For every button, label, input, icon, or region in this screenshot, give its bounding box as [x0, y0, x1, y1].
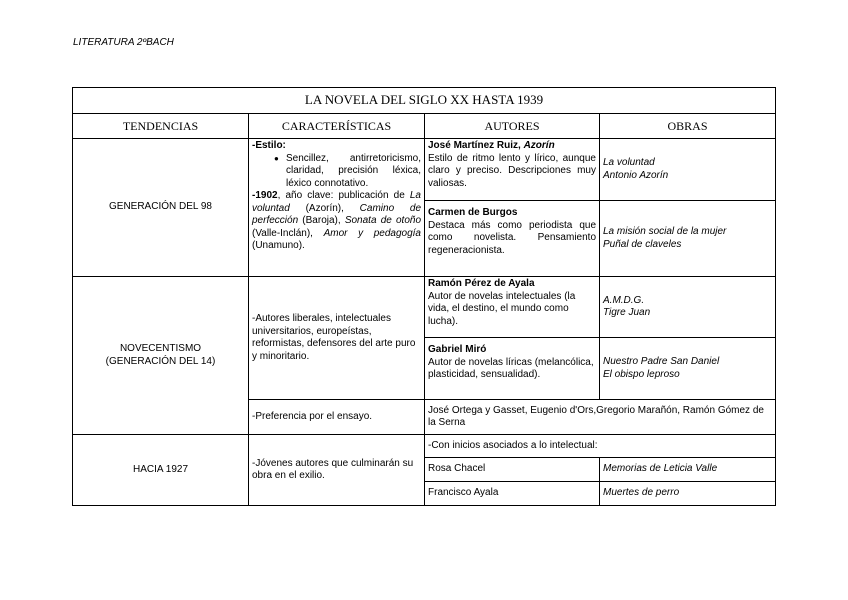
autor-perez-ayala — [425, 277, 600, 338]
estilo-label: -Estilo: — [252, 140, 286, 151]
tendencia-hacia-1927: HACIA 1927 — [73, 435, 249, 506]
column-header-obras: OBRAS — [600, 114, 776, 139]
autor-miro — [425, 338, 600, 400]
column-header-row — [73, 114, 776, 139]
obra-title: El obispo leproso — [603, 368, 680, 380]
title-row — [73, 88, 776, 114]
obra-chacel: Memorias de Leticia Valle — [600, 458, 776, 482]
ensayistas: José Ortega y Gasset, Eugenio d'Ors,Gregorio Marañón, Ramón Gómez de la Serna — [425, 400, 776, 435]
caracteristica-hacia-1927: -Jóvenes autores que culminarán su obra en el exilio. — [249, 435, 425, 506]
obra-title: Nuestro Padre San Daniel — [603, 356, 720, 367]
obra-title: La voluntad — [603, 157, 655, 168]
course-header: LITERATURA 2ºBACH — [73, 37, 174, 48]
table-row — [73, 277, 776, 338]
author-description: Autor de novelas intelectuales (la vida, el destino, el mundo como lucha). — [428, 290, 576, 327]
autor-ayala: Francisco Ayala — [425, 482, 600, 506]
author-description: Estilo de ritmo lento y lírico, aunque claro y preciso. Descripciones muy valiosas. — [428, 152, 596, 189]
author-name: José Martínez Ruiz, Azorín — [428, 140, 555, 151]
tendencia-novecentismo: NOVECENTISMO (GENERACIÓN DEL 14) — [73, 277, 249, 435]
column-header-caracteristicas: CARACTERÍSTICAS — [249, 114, 425, 139]
tendencia-gen98: GENERACIÓN DEL 98 — [73, 139, 249, 277]
table-title: LA NOVELA DEL SIGLO XX HASTA 1939 — [73, 88, 776, 114]
obras-miro — [600, 338, 776, 400]
autor-azorin — [425, 139, 600, 201]
obras-perez-ayala — [600, 277, 776, 338]
table-row — [73, 435, 776, 458]
autor-chacel: Rosa Chacel — [425, 458, 600, 482]
author-description: Destaca más como periodista que como novelista. Pensamiento regeneracionista. — [428, 219, 596, 256]
caracteristica-novecentismo-1: -Autores liberales, intelectuales universitarios, europeístas, reformistas, defensores del arte puro y minoritario. — [249, 277, 425, 400]
list-item: ● Sencillez, antirretoricismo, claridad, precisión léxica, léxico connotativo. — [274, 153, 421, 191]
author-name: Gabriel Miró — [428, 344, 487, 355]
author-name: Ramón Pérez de Ayala — [428, 278, 535, 289]
hacia-1927-intro: -Con inicios asociados a lo intelectual: — [425, 435, 776, 458]
obras-azorin — [600, 139, 776, 201]
obra-title: Tigre Juan — [603, 307, 651, 318]
author-name: Carmen de Burgos — [428, 207, 518, 218]
year-1902-text: -1902, año clave: publicación de La voluntad (Azorín), Camino de perfección (Baroja), Sonata de otoño (Valle-Inclán), Amor y pedagogía (Unamuno). — [252, 190, 422, 251]
obras-burgos — [600, 201, 776, 277]
table-row — [73, 139, 776, 201]
obra-ayala: Muertes de perro — [600, 482, 776, 506]
obra-title: Antonio Azorín — [603, 169, 669, 181]
autor-burgos — [425, 201, 600, 277]
obra-title: A.M.D.G. — [603, 294, 645, 306]
novel-table — [72, 87, 776, 506]
estilo-list — [252, 153, 421, 191]
column-header-autores: AUTORES — [425, 114, 600, 139]
obra-title: La misión social de la mujer — [603, 226, 727, 237]
obra-title: Puñal de claveles — [603, 238, 682, 250]
author-description: Autor de novelas líricas (melancólica, plasticidad, sensualidad). — [428, 356, 594, 380]
caracteristicas-gen98 — [249, 139, 425, 277]
caracteristica-novecentismo-2: -Preferencia por el ensayo. — [249, 400, 425, 435]
column-header-tendencias: TENDENCIAS — [73, 114, 249, 139]
